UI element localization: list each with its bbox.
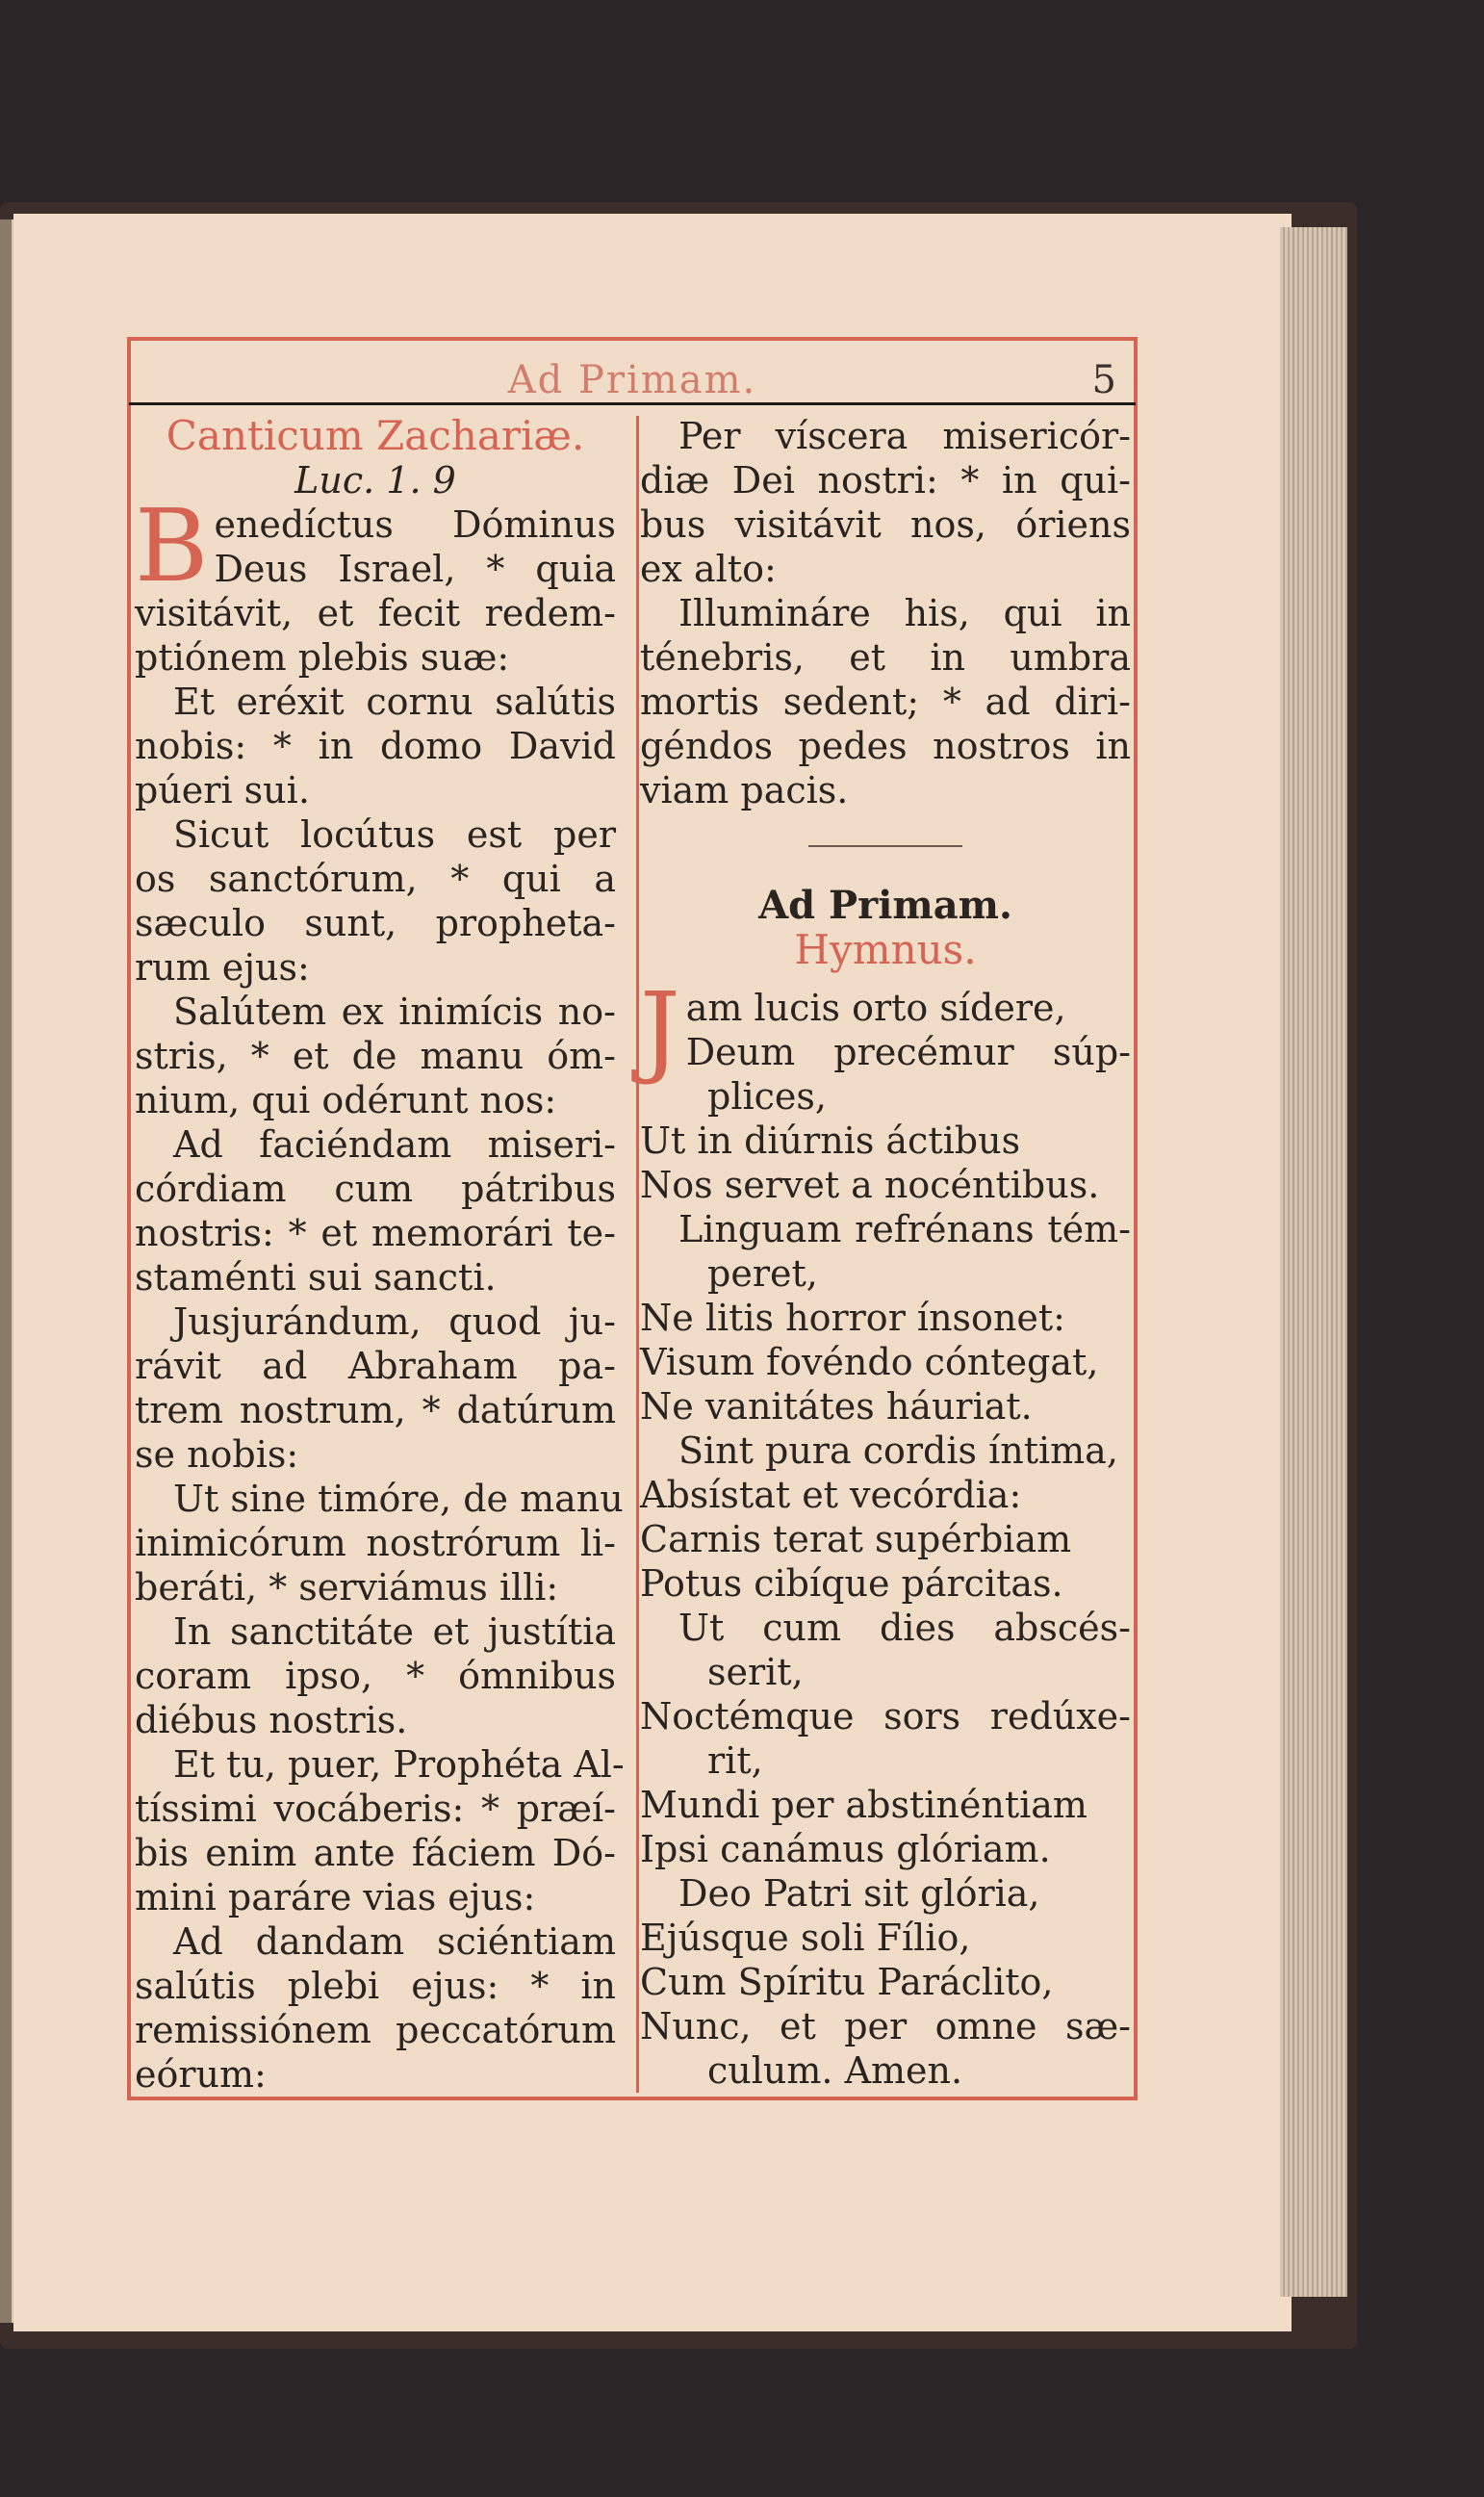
hymn-line: am lucis orto sídere, bbox=[685, 987, 1066, 1029]
header-rule bbox=[129, 402, 1136, 405]
drop-cap-block bbox=[640, 970, 1131, 1088]
hymn-line: Sint pura cordis íntima, bbox=[678, 1429, 1118, 1472]
verse-line: mini paráre vias ejus: bbox=[135, 1876, 536, 1918]
verse-line: enedíctus Dóminus bbox=[214, 503, 616, 546]
verse-line: ténebris, et in umbra bbox=[640, 636, 1131, 679]
verse-line: diébus nostris. bbox=[135, 1699, 408, 1741]
hymn-line: Nos servet a nocéntibus. bbox=[640, 1164, 1100, 1206]
verse-line: se nobis: bbox=[135, 1433, 299, 1476]
verse-line: Per víscera misericór- bbox=[678, 415, 1131, 457]
page-edges bbox=[1280, 227, 1347, 2297]
verse-line: coram ipso, * ómnibus bbox=[135, 1655, 616, 1697]
hymn-line: Ejúsque soli Fílio, bbox=[640, 1917, 971, 1959]
verse-line: sæculo sunt, propheta- bbox=[135, 902, 616, 944]
verse-line: inimicórum nostrórum li- bbox=[135, 1522, 616, 1564]
hymn-line: Absístat et vecórdia: bbox=[640, 1474, 1022, 1516]
verse-line: nobis: * in domo David bbox=[135, 725, 616, 767]
verse-line: Salútem ex inimícis no- bbox=[173, 991, 616, 1033]
verse-line: rum ejus: bbox=[135, 946, 310, 989]
hymn-line: Linguam refrénans tém- bbox=[678, 1208, 1131, 1250]
verse-line: bis enim ante fáciem Dó- bbox=[135, 1832, 616, 1874]
verse-line: géndos pedes nostros in bbox=[640, 725, 1131, 767]
hymn-line: serit, bbox=[707, 1651, 804, 1693]
verse-line: tíssimi vocáberis: * præí- bbox=[135, 1788, 616, 1830]
hymn-line: Nunc, et per omne sæ- bbox=[640, 2005, 1131, 2047]
verse-line: viam pacis. bbox=[640, 769, 849, 811]
running-head bbox=[127, 358, 1138, 400]
page-number: 5 bbox=[1091, 358, 1116, 402]
verse-line: Ad dandam sciéntiam bbox=[173, 1920, 616, 1963]
verse-line: Illumináre his, qui in bbox=[678, 592, 1131, 634]
column-divider bbox=[636, 416, 639, 2093]
verse-line: Et eréxit cornu salútis bbox=[173, 681, 616, 723]
verse-line: trem nostrum, * datúrum bbox=[135, 1389, 616, 1431]
hymn-line: Potus cibíque párcitas. bbox=[640, 1562, 1063, 1605]
verse-line: staménti sui sancti. bbox=[135, 1256, 497, 1299]
verse-line: Sicut locútus est per bbox=[173, 813, 616, 856]
verse-line: remissiónem peccatórum bbox=[135, 2009, 616, 2051]
scripture-reference: Luc. 1. 9 bbox=[294, 459, 456, 502]
verse-line: rávit ad Abraham pa- bbox=[135, 1345, 616, 1387]
verse-line: ptiónem plebis suæ: bbox=[135, 636, 510, 679]
running-head-title: Ad Primam. bbox=[507, 358, 757, 402]
canticle-title: Canticum Zachariæ. bbox=[166, 412, 585, 459]
verse-line: Ad faciéndam miseri- bbox=[173, 1123, 616, 1166]
verse-line: Deus Israel, * quia bbox=[214, 548, 616, 590]
verse-line: Ut sine timóre, de manu bbox=[173, 1478, 624, 1520]
section-heading: Ad Primam. bbox=[758, 883, 1012, 928]
hymn-line: Ne vanitátes háuriat. bbox=[640, 1385, 1033, 1428]
drop-cap-block bbox=[135, 487, 616, 605]
drop-cap-b: B bbox=[135, 487, 209, 605]
verse-line: In sanctitáte et justítia bbox=[173, 1610, 616, 1653]
hymn-line: Deum precémur súp- bbox=[685, 1031, 1131, 1073]
verse-line: diæ Dei nostri: * in qui- bbox=[640, 459, 1131, 502]
verse-line: ex alto: bbox=[640, 548, 777, 590]
hymn-line: Ipsi canámus glóriam. bbox=[640, 1828, 1051, 1870]
hymn-line: plices, bbox=[707, 1075, 827, 1118]
hymn-line: Ut cum dies abscés- bbox=[678, 1607, 1131, 1649]
verse-line: visitávit, et fecit redem- bbox=[135, 592, 616, 634]
hymn-line: Visum fovéndo cóntegat, bbox=[640, 1341, 1099, 1383]
verse-line: stris, * et de manu óm- bbox=[135, 1035, 616, 1077]
verse-line: nium, qui odérunt nos: bbox=[135, 1079, 557, 1121]
verse-line: beráti, * serviámus illi: bbox=[135, 1566, 559, 1609]
hymn-line: Noctémque sors redúxe- bbox=[640, 1695, 1131, 1738]
drop-cap-j: J bbox=[640, 970, 680, 1088]
hymn-line: culum. Amen. bbox=[707, 2049, 963, 2092]
verse-line: púeri sui. bbox=[135, 769, 310, 811]
hymn-line: Mundi per abstinéntiam bbox=[640, 1784, 1087, 1826]
left-column bbox=[135, 412, 625, 2097]
verse-line: bus visitávit nos, óriens bbox=[640, 503, 1131, 546]
hymn-line: Ne litis horror ínsonet: bbox=[640, 1297, 1065, 1339]
verse-line: córdiam cum pátribus bbox=[135, 1168, 616, 1210]
hymn-line: Carnis terat supérbiam bbox=[640, 1518, 1072, 1560]
hymn-line: Ut in diúrnis áctibus bbox=[640, 1120, 1021, 1162]
hymn-line: Deo Patri sit glória, bbox=[678, 1872, 1040, 1915]
verse-line: os sanctórum, * qui a bbox=[135, 858, 616, 900]
verse-line: Et tu, puer, Prophéta Al- bbox=[173, 1743, 625, 1786]
right-column bbox=[640, 414, 1131, 2093]
spine-shadow bbox=[0, 219, 12, 2323]
hymn-line: Cum Spíritu Paráclito, bbox=[640, 1961, 1054, 2003]
verse-line: salútis plebi ejus: * in bbox=[135, 1965, 616, 2007]
verse-line: nostris: * et memorári te- bbox=[135, 1212, 616, 1254]
verse-line: mortis sedent; * ad diri- bbox=[640, 681, 1131, 723]
verse-line: eórum: bbox=[135, 2053, 267, 2096]
hymn-line: rit, bbox=[707, 1739, 763, 1782]
hymn-label: Hymnus. bbox=[794, 926, 977, 973]
verse-line: Jusjurándum, quod ju- bbox=[173, 1300, 616, 1343]
hymn-line: peret, bbox=[707, 1252, 818, 1295]
section-separator bbox=[808, 845, 962, 847]
